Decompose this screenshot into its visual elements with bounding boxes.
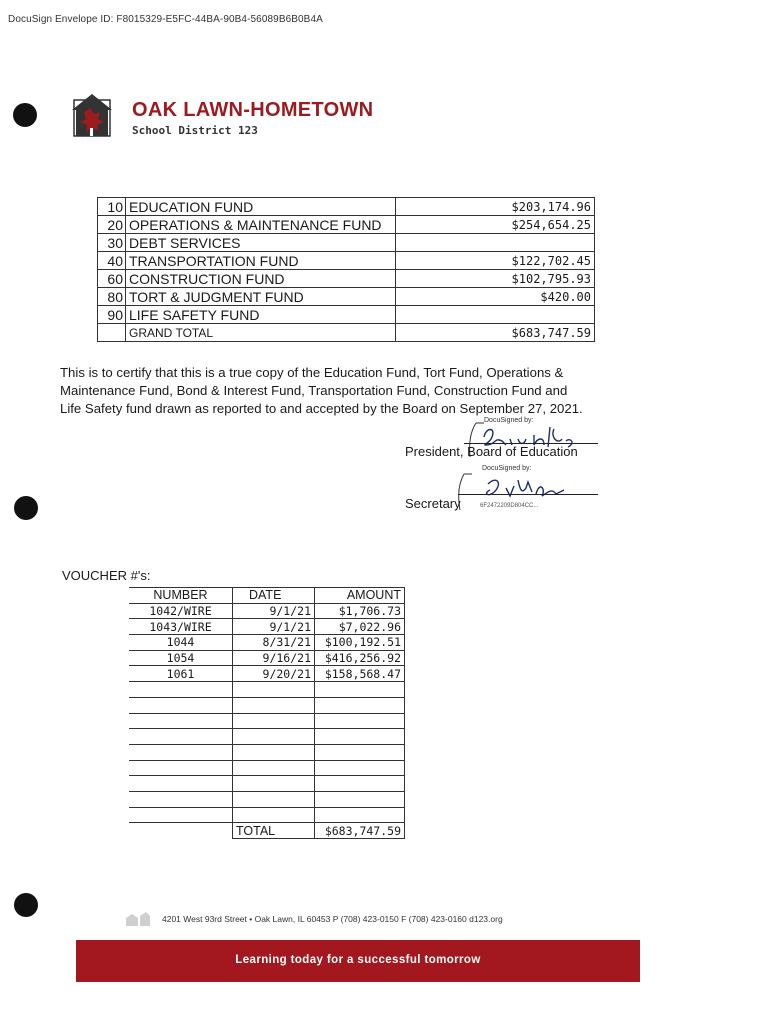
voucher-row	[129, 619, 405, 635]
voucher-total-amount: $683,747.59	[315, 823, 405, 839]
tagline: Learning today for a successful tomorrow	[235, 954, 481, 966]
fund-number: 20	[98, 216, 126, 234]
voucher-empty-row	[129, 744, 405, 760]
punch-hole-bottom	[14, 893, 38, 917]
voucher-number: 1043/WIRE	[129, 619, 233, 635]
grand-total-row	[98, 324, 595, 342]
voucher-header-date: DATE	[233, 588, 315, 604]
district-logo-icon	[70, 92, 122, 140]
voucher-total-spacer	[129, 823, 233, 839]
voucher-empty-row	[129, 791, 405, 807]
fund-amount	[396, 306, 595, 324]
district-name: OAK LAWN-HOMETOWN	[132, 99, 374, 121]
fund-row	[98, 252, 595, 270]
voucher-total-row	[129, 823, 405, 839]
voucher-number: 1044	[129, 635, 233, 651]
voucher-empty-row	[129, 713, 405, 729]
school-building-icon	[124, 910, 152, 928]
fund-amount	[396, 234, 595, 252]
fund-number: 10	[98, 198, 126, 216]
secretary-docusign-hash: 6F2472209D804CC...	[480, 503, 539, 509]
tagline-banner	[76, 940, 640, 982]
secretary-signature-line	[458, 494, 598, 495]
certification-text	[60, 364, 660, 418]
voucher-date: 9/16/21	[233, 650, 315, 666]
voucher-number: 1042/WIRE	[129, 603, 233, 619]
fund-row	[98, 306, 595, 324]
voucher-header-row	[129, 588, 405, 604]
voucher-empty-row	[129, 729, 405, 745]
voucher-header-amount: AMOUNT	[315, 588, 405, 604]
voucher-amount: $100,192.51	[315, 635, 405, 651]
fund-row	[98, 216, 595, 234]
voucher-date: 8/31/21	[233, 635, 315, 651]
fund-number: 80	[98, 288, 126, 306]
voucher-amount: $416,256.92	[315, 650, 405, 666]
voucher-date: 9/1/21	[233, 619, 315, 635]
fund-name: OPERATIONS & MAINTENANCE FUND	[126, 216, 396, 234]
punch-hole-top	[13, 103, 37, 127]
fund-name: LIFE SAFETY FUND	[126, 306, 396, 324]
docusign-envelope-id: DocuSign Envelope ID: F8015329-E5FC-44BA-90B4-56089B6B0B4A	[8, 14, 323, 25]
fund-number: 60	[98, 270, 126, 288]
fund-name: TORT & JUDGMENT FUND	[126, 288, 396, 306]
fund-amount: $420.00	[396, 288, 595, 306]
fund-row	[98, 288, 595, 306]
punch-hole-middle	[14, 496, 38, 520]
voucher-empty-row	[129, 760, 405, 776]
voucher-date: 9/1/21	[233, 603, 315, 619]
district-address: 4201 West 93rd Street • Oak Lawn, IL 60453 P (708) 423-0150 F (708) 423-0160 d123.org	[162, 914, 503, 924]
voucher-row	[129, 603, 405, 619]
voucher-empty-row	[129, 807, 405, 823]
fund-number: 30	[98, 234, 126, 252]
fund-row	[98, 270, 595, 288]
voucher-empty-row	[129, 776, 405, 792]
voucher-date: 9/20/21	[233, 666, 315, 682]
fund-name: CONSTRUCTION FUND	[126, 270, 396, 288]
certification-line: Maintenance Fund, Bond & Interest Fund, Transportation Fund, Construction Fund and	[60, 383, 568, 398]
voucher-empty-row	[129, 682, 405, 698]
president-role: President, Board of Education	[405, 444, 578, 459]
funds-table	[97, 197, 595, 342]
fund-row	[98, 234, 595, 252]
voucher-amount: $7,022.96	[315, 619, 405, 635]
fund-name: EDUCATION FUND	[126, 198, 396, 216]
voucher-total-label: TOTAL	[233, 823, 315, 839]
voucher-row	[129, 650, 405, 666]
certification-line: This is to certify that this is a true copy of the Education Fund, Tort Fund, Operations &	[60, 365, 564, 380]
docusigned-label: DocuSigned by:	[482, 465, 532, 472]
fund-amount: $122,702.45	[396, 252, 595, 270]
grand-total-amount: $683,747.59	[396, 324, 595, 342]
voucher-amount: $158,568.47	[315, 666, 405, 682]
secretary-role: Secretary	[405, 496, 461, 511]
fund-number: 40	[98, 252, 126, 270]
voucher-empty-row	[129, 697, 405, 713]
voucher-amount: $1,706.73	[315, 603, 405, 619]
voucher-number: 1054	[129, 650, 233, 666]
fund-amount: $203,174.96	[396, 198, 595, 216]
fund-name: DEBT SERVICES	[126, 234, 396, 252]
fund-amount: $254,654.25	[396, 216, 595, 234]
certification-line: Life Safety fund drawn as reported to and accepted by the Board on September 27, 2021.	[60, 401, 583, 416]
voucher-row	[129, 635, 405, 651]
fund-number: 90	[98, 306, 126, 324]
voucher-number: 1061	[129, 666, 233, 682]
fund-amount: $102,795.93	[396, 270, 595, 288]
district-subtitle: School District 123	[132, 124, 258, 137]
fund-row	[98, 198, 595, 216]
voucher-row	[129, 666, 405, 682]
grand-total-label: GRAND TOTAL	[126, 324, 396, 342]
voucher-table	[129, 587, 405, 839]
docusigned-label: DocuSigned by:	[484, 417, 534, 424]
voucher-label: VOUCHER #'s:	[62, 568, 151, 583]
grand-total-spacer	[98, 324, 126, 342]
voucher-header-number: NUMBER	[129, 588, 233, 604]
fund-name: TRANSPORTATION FUND	[126, 252, 396, 270]
